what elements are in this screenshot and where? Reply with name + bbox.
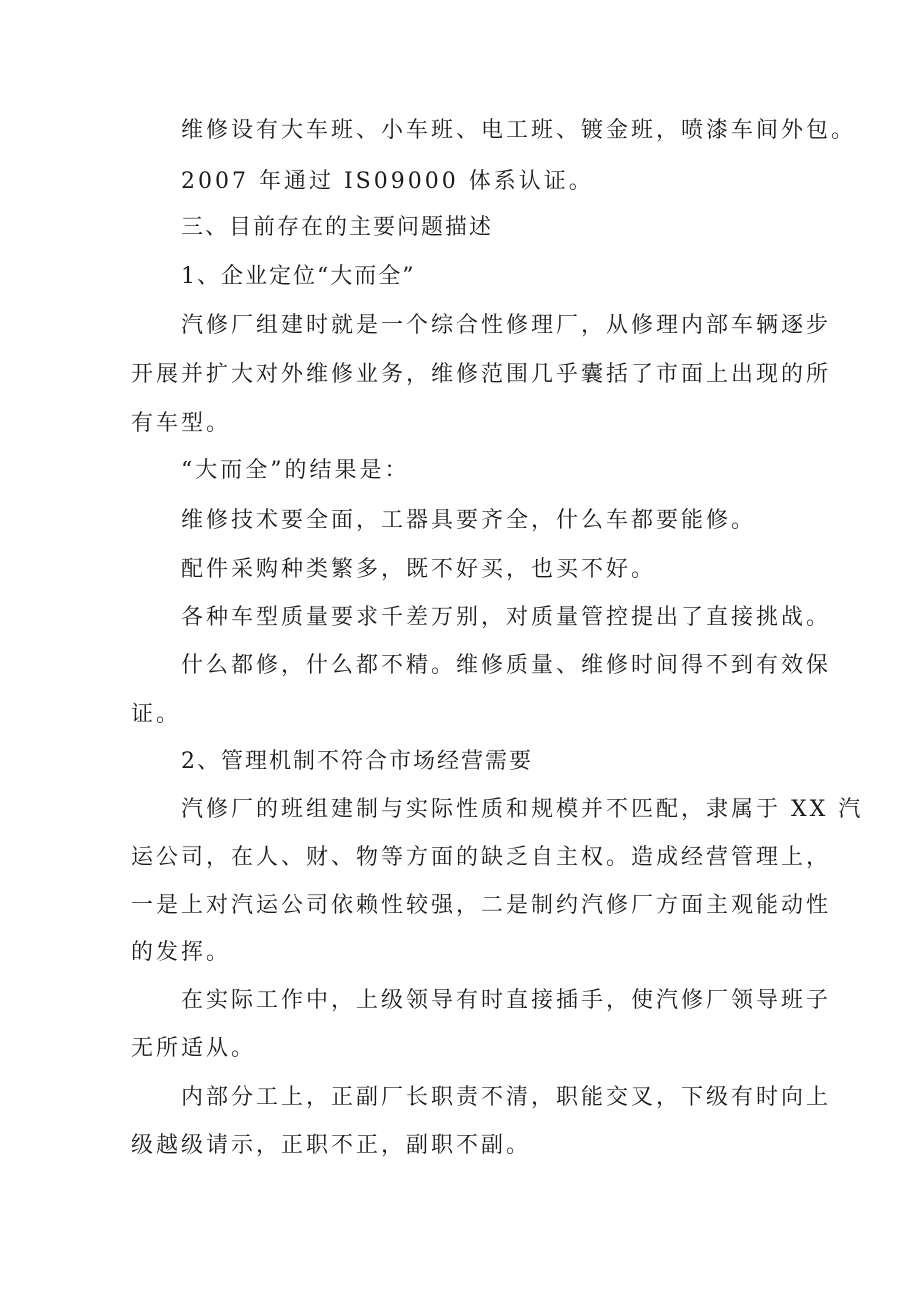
paragraph-line: 维修设有大车班、小车班、电工班、镀金班，喷漆车间外包。 xyxy=(181,118,857,143)
paragraph-line: 一是上对汽运公司依赖性较强，二是制约汽修厂方面主观能动性 xyxy=(131,893,832,918)
paragraph-line: 在实际工作中，上级领导有时直接插手，使汽修厂领导班子 xyxy=(181,988,832,1013)
paragraph-line: 内部分工上，正副厂长职责不清，职能交叉，下级有时向上 xyxy=(181,1085,832,1110)
paragraph-line: 证。 xyxy=(131,702,182,727)
paragraph-line: 级越级请示，正职不正，副职不副。 xyxy=(131,1133,532,1158)
paragraph-line: 汽修厂的班组建制与实际性质和规模并不匹配，隶属于 XX 汽 xyxy=(181,797,864,822)
paragraph-line: 的发挥。 xyxy=(131,940,232,965)
subsection-heading: 2、管理机制不符合市场经营需要 xyxy=(181,749,533,774)
paragraph-line: 汽修厂组建时就是一个综合性修理厂，从修理内部车辆逐步 xyxy=(181,313,832,338)
paragraph-line: 2007 年通过 IS09000 体系认证。 xyxy=(181,169,594,194)
paragraph-line: 维修技术要全面，工器具要齐全，什么车都要能修。 xyxy=(181,508,757,533)
paragraph-line: 各种车型质量要求千差万别，对质量管控提出了直接挑战。 xyxy=(181,605,832,630)
subsection-heading: 1、企业定位“大而全” xyxy=(181,264,416,289)
paragraph-line: “大而全”的结果是： xyxy=(181,458,410,483)
paragraph-line: 开展并扩大对外维修业务，维修范围几乎囊括了市面上出现的所 xyxy=(131,362,832,387)
paragraph-line: 有车型。 xyxy=(131,411,232,436)
section-heading: 三、目前存在的主要问题描述 xyxy=(181,215,494,240)
paragraph-line: 运公司，在人、财、物等方面的缺乏自主权。造成经营管理上， xyxy=(131,845,832,870)
paragraph-line: 什么都修，什么都不精。维修质量、维修时间得不到有效保 xyxy=(181,653,832,678)
paragraph-line: 配件采购种类繁多，既不好买，也买不好。 xyxy=(181,557,657,582)
paragraph-line: 无所适从。 xyxy=(131,1036,257,1061)
